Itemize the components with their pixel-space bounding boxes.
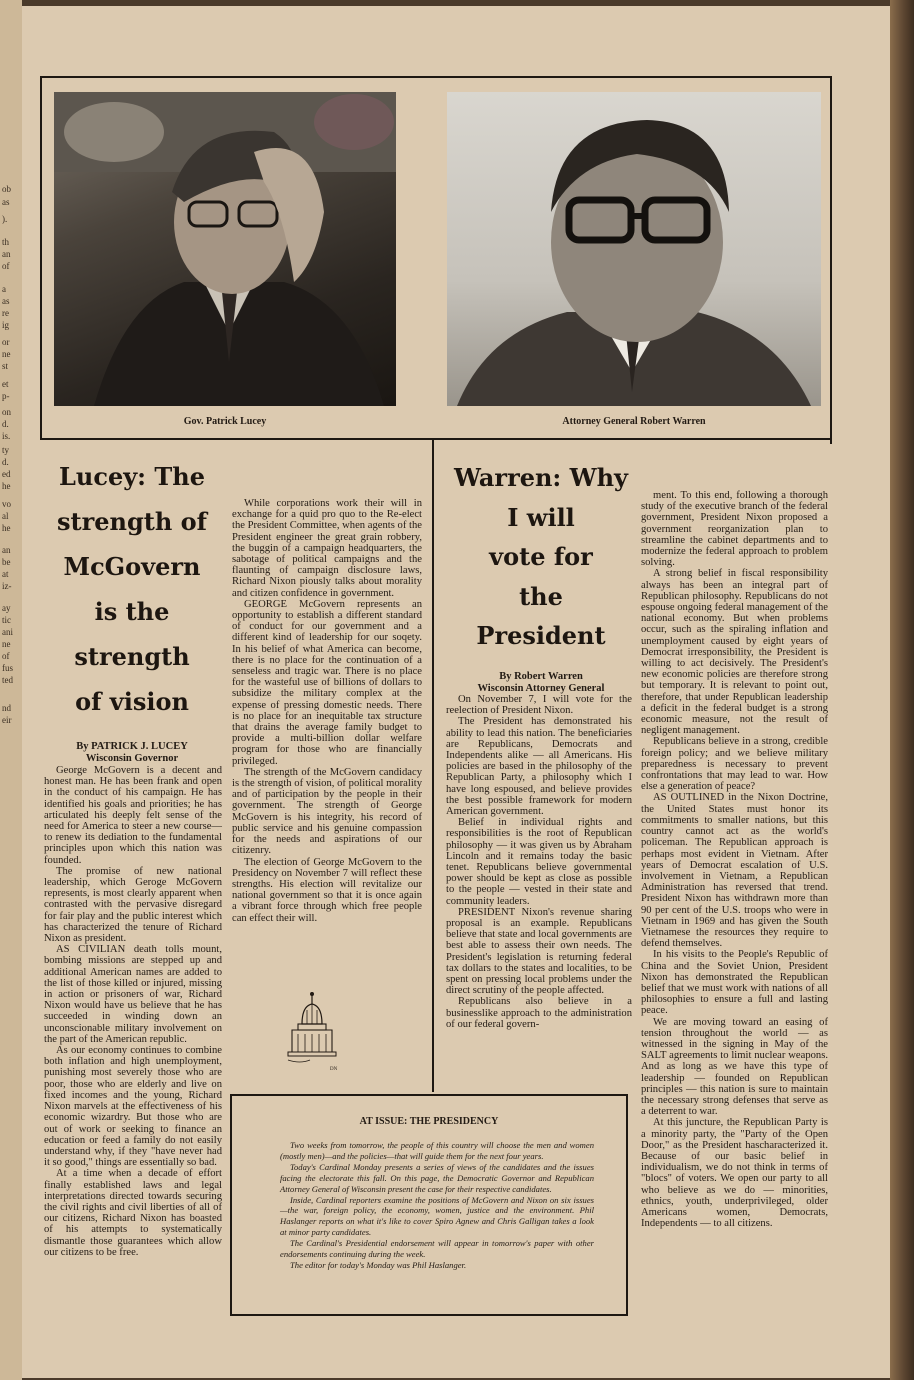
margin-fragment: eir (2, 715, 12, 725)
lucey-column-1 (44, 765, 222, 1320)
article-paragraph: At this juncture, the Republican Party is a minority party, the "Party of the Open Door," as the President hascharacterized it. Because of our basic belief in individualism, we do not think in terms of "blocs" of voters. We open our party to all who believe as we do — minorities, ethnics, youth, underprivileged, older Americans women, Democrats, Independents — to all citizens. (641, 1117, 828, 1230)
warren-headline: Warren: Why I will vote for the President (454, 463, 628, 650)
article-paragraph: GEORGE McGovern represents an opportunity to establish a different standard of conduct for our government and a different kind of leadership for our soqety. In his belief of what America can become, there is no place for the continuation of a senseless and tragic war. There is no place for the wasteful use of billions of dollars to subsidize the military complex at the expense of pressing domestic needs. There is no place for an inequitable tax structure that drains the average family budget to provide a multi-billion dollar welfare program for those who are financially privileged. (232, 598, 422, 767)
margin-fragment: ne (2, 639, 11, 649)
caption-lucey: Gov. Patrick Lucey (183, 416, 267, 427)
margin-fragment: nd (2, 703, 11, 713)
warren-byline: By Robert Warren Wisconsin Attorney General (477, 671, 605, 694)
article-paragraph: AS CIVILIAN death tolls mount, bombing missions are stepped up and additional American names are added to the list of those killed or injured, missing in action or prisoners of war, Richard Nixon would have us believe that he has succeeded in winding down an unconscionable military involvement on the part of the American republic. (44, 944, 222, 1045)
margin-fragment: of (2, 261, 10, 271)
center-column-rule (432, 440, 434, 1092)
margin-fragment: ani (2, 627, 13, 637)
at-issue-text (280, 1140, 594, 1271)
margin-fragment: st (2, 361, 9, 371)
article-paragraph: At a time when a decade of effort finally established laws and legal interpretations directed towards securing the civil rights and civil liberties of all of our citizens, Richard Nixon has boasted of his attempts to systematically dismantle those guarantees which allow our citizens to be free. (44, 1168, 222, 1258)
article-paragraph: A strong belief in fiscal responsibility always has been an integral part of Republican philosophy. Republicans do not espouse ongoing federal management of the national economy. But when problems occur, such as the spiraling inflation and unemployment caused by eight years of Democrat irresponsibility, the President is willing to act decisively. The President's new economic policies are therefore strong but temporary. It is relevant to point out, therefore, that under Republican leadership a deficit in the federal budget is a strong economic measure, not the result of negligent management. (641, 568, 828, 737)
photo-robert-warren (447, 92, 821, 406)
binding-edge (890, 0, 914, 1380)
margin-fragment: vo (2, 499, 11, 509)
adjacent-page-strip (0, 0, 22, 1380)
margin-fragment: ). (2, 214, 8, 224)
lucey-byline: By PATRICK J. LUCEY Wisconsin Governor (76, 741, 188, 764)
margin-fragment: ed (2, 469, 11, 479)
illustrator-initials: DN (330, 1067, 338, 1072)
portrait-warren-illustration (447, 92, 821, 406)
at-issue-paragraph: Two weeks from tomorrow, the people of this country will choose the men and women (mostly men)—and the policies—that will guide them for the next four years. (280, 1140, 594, 1161)
margin-fragment: or (2, 337, 10, 347)
margin-fragment: ne (2, 349, 11, 359)
at-issue-paragraph: Today's Cardinal Monday presents a series of views of the candidates and the issues facing the electorate this fall. On this page, the Democratic Governor and Republican Attorney General of Wisconsin present the case for their respective candidates. (280, 1161, 594, 1194)
margin-fragment: be (2, 557, 11, 567)
at-issue-paragraph: The Cardinal's Presidential endorsement will appear in tomorrow's paper with other endorsements continuing during the week. (280, 1238, 594, 1260)
margin-fragment: he (2, 481, 11, 491)
at-issue-title: AT ISSUE: THE PRESIDENCY (359, 1116, 499, 1127)
margin-fragment: ay (2, 603, 11, 613)
margin-fragment: an (2, 249, 11, 259)
article-paragraph: We are moving toward an easing of tension throughout the world — as witnessed in the signing in May of the SALT agreements to limit nuclear weapons. And as long as we have this type of leadership — founded on Republican principles — this nation is sure to maintain the necessary strong defenses that serve as a deterrent to war. (641, 1016, 828, 1118)
margin-fragment: ty (2, 445, 10, 455)
article-paragraph: The promise of new national leadership, which Geroge McGovern represents, is most clearly apparent when contrasted with the pervasive disregard for fair play and the public interest which has characterized the tenure of Richard Nixon as president. (44, 865, 222, 945)
article-paragraph: Republicans also believe in a businesslike approach to the administration of our federal govern- (446, 996, 632, 1030)
at-issue-box (230, 1094, 628, 1316)
lucey-headline: Lucey: The strength of McGovern is the strength of vision (57, 462, 207, 716)
warren-column-1 (446, 694, 632, 1084)
article-paragraph: George McGovern is a decent and honest man. He has been frank and open in the conduct of his campaign. He has identified his goals and priorities; he has articulated his deeply felt sense of the need for America to steer a new course—to renew its dediation to the fundamental principles upon which this nation was founded. (44, 765, 222, 866)
margin-fragment: on (2, 407, 11, 417)
article-paragraph: ment. To this end, following a thorough study of the executive branch of the federal government, President Nixon proposed a government reorganization plan to streamline the cabinet departments and to modernize the federal approach to problem solving. (641, 490, 828, 569)
margin-fragment: an (2, 545, 11, 555)
margin-fragment: is. (2, 431, 11, 441)
margin-fragment: of (2, 651, 10, 661)
article-paragraph: Belief in individual rights and responsibilities is the root of Republican philosophy — it was given us by Abraham Lincoln and it remains today the basic tenet. Republicans believe governmental power should be kept as close as possible to the people — vested in their state and community leaders. (446, 817, 632, 907)
article-paragraph: Republicans believe in a strong, credible foreign policy; and we believe military preparedness is necessary to prevent confrontations that may lead to war. How else a generation of peace? (641, 736, 828, 793)
article-paragraph: On November 7, I will vote for the reelection of President Nixon. (446, 694, 632, 717)
caption-warren: Attorney General Robert Warren (562, 416, 706, 427)
margin-fragment: th (2, 237, 10, 247)
photo-frame (40, 76, 832, 440)
at-issue-paragraph: Inside, Cardinal reporters examine the positions of McGovern and Nixon on six issues—the war, foreign policy, the economy, women, justice and the environment. Phil Haslanger reports on what it's like to cover Spiro Agnew and Chris Galligan takes a look at minor party candidates. (280, 1194, 594, 1238)
margin-fragment: ted (2, 675, 13, 685)
article-paragraph: The strength of the McGovern candidacy is the strength of vision, of political morality and of participation by the people in their government. The strength of George McGovern is his integrity, his record of public service and his genuine compassion for the needs and aspirations of our citizenry. (232, 766, 422, 857)
warren-column-2 (641, 490, 828, 1320)
margin-fragment: re (2, 308, 9, 318)
margin-fragment: al (2, 511, 9, 521)
margin-fragment: as (2, 197, 10, 207)
margin-fragment: he (2, 523, 11, 533)
margin-fragment: ig (2, 320, 10, 330)
article-paragraph: The election of George McGovern to the Presidency on November 7 will reflect these strengths. His election will revitalize our national government so that it is once again a vibrant force through which free people can effect their will. (232, 856, 422, 924)
right-box-rule (830, 440, 832, 444)
margin-fragment: iz- (2, 581, 12, 591)
margin-fragment: a (2, 284, 6, 294)
margin-fragment: ob (2, 184, 11, 194)
margin-fragment: at (2, 569, 9, 579)
at-issue-paragraph: The editor for today's Monday was Phil Haslanger. (290, 1259, 467, 1270)
photo-patrick-lucey (54, 92, 396, 406)
article-paragraph: While corporations work their will in exchange for a quid pro quo to the Re-elect the President Committee, when agents of the President engineer the great grain robbery, the buggin of a campaign headquarters, the sabotage of political campaigns and the flaunting of campaign disclosure laws, Richard Nixon piously talks about morality and citizen confidence in government. (232, 498, 422, 599)
portrait-lucey-illustration (54, 92, 396, 406)
margin-fragment: tic (2, 615, 11, 625)
article-paragraph: The President has demonstrated his ability to lead this nation. The beneficiaries are Republicans, Democrats and Independents alike — all Americans. His policies are based in the philosophy of the Republican Party, a philosophy which I have long espoused, and believe provides the best possible framework for modern American government. (446, 716, 632, 818)
margin-fragment: d. (2, 457, 9, 467)
margin-fragment: d. (2, 419, 9, 429)
article-paragraph: As our economy continues to combine both inflation and high unemployment, punishing most severely those who are poor, those who are elderly and live on fixed incomes and the young, Richard Nixon marvels at the effectiveness of his economic wizardry. But those who are out of work or seeking to finance an education or feed a family do not easily understand why, if they "have never had it so good," things are essentially so bad. (44, 1045, 222, 1169)
margin-fragment: as (2, 296, 10, 306)
margin-fragment: et (2, 379, 9, 389)
lucey-column-2 (232, 498, 422, 988)
capitol-dome-icon (286, 990, 338, 1074)
article-paragraph: PRESIDENT Nixon's revenue sharing proposal is an example. Republicans believe that state and local governments are best able to assess their own needs. The President's legislation is returning federal tax dollars to the states and localities, to be spent on pressing local problems under the direct scrutiny of the people affected. (446, 906, 632, 997)
margin-fragment: fus (2, 663, 13, 673)
margin-fragment: p- (2, 391, 10, 401)
article-paragraph: AS OUTLINED in the Nixon Doctrine, the United States must honor its commitments to smaller nations, but this country cannot act as the world's policeman. The Republican approach is perhaps most evident in Vietnam. After years of Democrat escalation of U.S. involvement in Vietnam, a Republican Administration has reversed that trend. President Nixon has withdrawn more than 90 per cent of the U.S. troops who were in Vietnam in 1969 and has given the South Vietnamese the resources they require to defend themselves. (641, 792, 828, 950)
article-paragraph: In his visits to the People's Republic of China and the Soviet Union, President Nixon has demonstrated the Republican belief that we must work with nations of all philosophies to ensure a full and lasting peace. (641, 949, 828, 1017)
